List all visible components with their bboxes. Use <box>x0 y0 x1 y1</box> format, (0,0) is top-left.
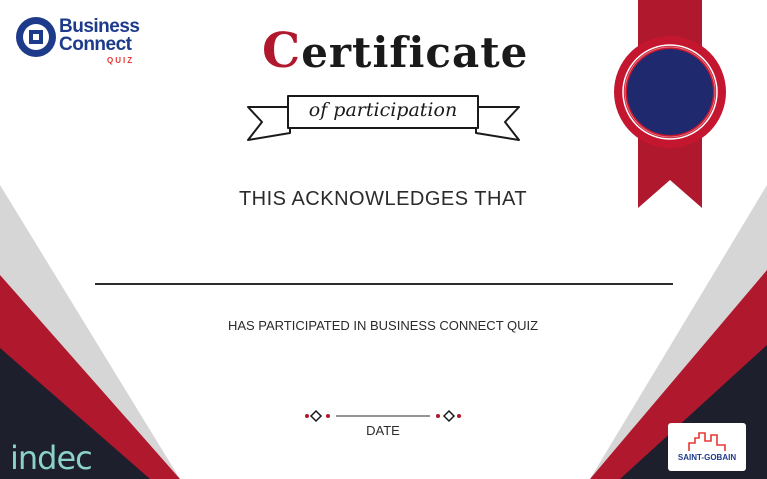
business-connect-emblem-icon <box>15 16 57 58</box>
saint-gobain-text: SAINT-GOBAIN <box>677 453 737 462</box>
saint-gobain-logo <box>668 423 746 471</box>
title-rest: ertificate <box>301 28 529 77</box>
business-connect-logo <box>15 14 155 74</box>
participation-statement: HAS PARTICIPATED IN BUSINESS CONNECT QUIZ <box>227 318 539 333</box>
date-label: DATE <box>366 423 400 438</box>
indec-logo: indec <box>10 439 92 477</box>
recipient-name-line <box>95 283 673 285</box>
saint-gobain-skyline-icon <box>687 429 727 453</box>
business-connect-word1: Business <box>59 16 140 37</box>
title-initial: C <box>262 23 302 79</box>
certificate-title <box>262 23 529 79</box>
acknowledgement-heading: THIS ACKNOWLEDGES THAT <box>238 188 528 210</box>
business-connect-word2: Connect <box>59 34 132 55</box>
certificate-subtitle: of participation <box>308 99 458 121</box>
business-connect-quiz: QUIZ <box>107 56 135 65</box>
seal-badge <box>614 36 726 148</box>
date-divider <box>305 411 461 421</box>
